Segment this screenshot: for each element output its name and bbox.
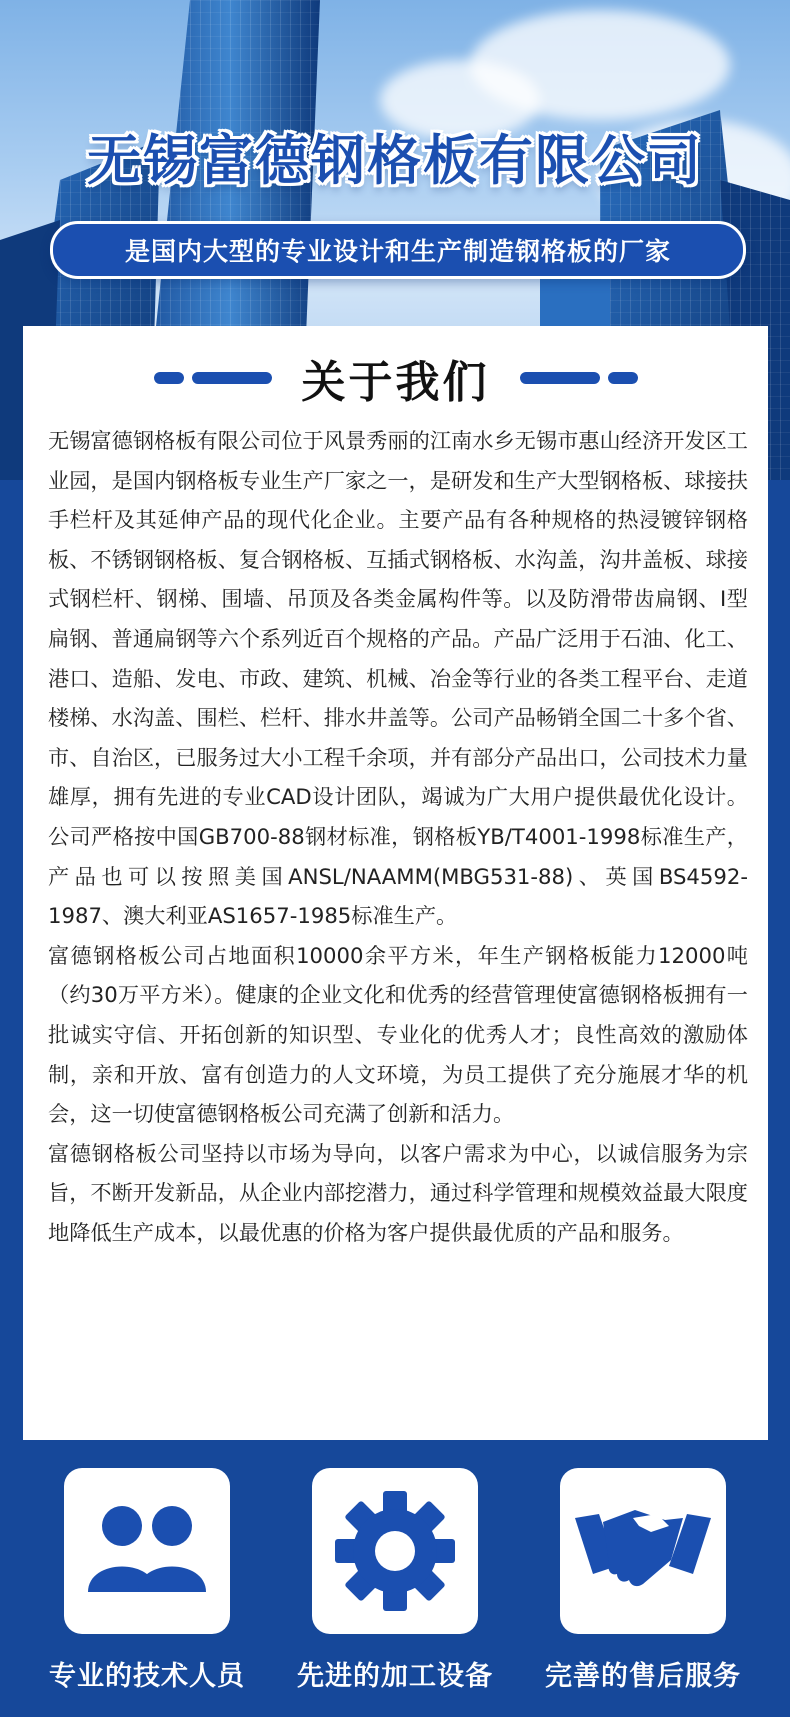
section-header <box>23 348 768 408</box>
feature-label: 完善的售后服务 <box>545 1661 741 1692</box>
left-decoration <box>154 372 272 384</box>
section-title: 关于我们 <box>301 357 490 408</box>
about-paragraph: 富德钢格板公司坚持以市场为导向，以客户需求为中心，以诚信服务为宗旨，不断开发新品，从企业内部挖潜力，通过科学管理和规模效益最大限度地降低生产成本，以最优惠的价格为客户提供最优质的产品和服务。 <box>48 1140 748 1245</box>
feature-equipment <box>270 1468 520 1693</box>
feature-tile <box>560 1468 726 1634</box>
about-body <box>48 421 748 1252</box>
tagline-text: 是国内大型的专业设计和生产制造钢格板的厂家 <box>124 237 671 266</box>
users-icon <box>82 1496 212 1606</box>
about-card <box>23 326 768 1440</box>
handshake-icon <box>573 1496 713 1606</box>
feature-label: 先进的加工设备 <box>297 1661 493 1692</box>
gear-icon <box>330 1486 460 1616</box>
feature-tile <box>312 1468 478 1634</box>
tagline-banner <box>50 221 746 279</box>
features-row <box>0 1468 790 1708</box>
feature-tile <box>64 1468 230 1634</box>
about-paragraph: 无锡富德钢格板有限公司位于风景秀丽的江南水乡无锡市惠山经济开发区工业园，是国内钢格板专业生产厂家之一，是研发和生产大型钢格板、球接扶手栏杆及其延伸产品的现代化企业。主要产品有各种规格的热浸镀锌钢格板、不锈钢钢格板、复合钢格板、互插式钢格板、水沟盖，沟井盖板、球接式钢栏杆、钢梯、围墙、吊顶及各类金属构件等。以及防滑带齿扁钢、I型扁钢、普通扁钢等六个系列近百个规格的产品。产品广泛用于石油、化工、港口、造船、发电、市政、建筑、机械、冶金等行业的各类工程平台、走道楼梯、水沟盖、围栏、栏杆、排水井盖等。公司产品畅销全国二十多个省、市、自治区，已服务过大小工程千余项，并有部分产品出口，公司技术力量雄厚，拥有先进的专业CAD设计团队，竭诚为广大用户提供最优化设计。公司严格按中国GB700-88钢材标准，钢格板YB/T4001-1998标准生产，产品也可以按照美国ANSL/NAAMM(MBG531-88)、英国BS4592-1987、澳大利亚AS1657-1985标准生产。 <box>48 428 748 929</box>
about-paragraph: 富德钢格板公司占地面积10000余平方米，年生产钢格板能力12000吨（约30万平方米）。健康的企业文化和优秀的经营管理使富德钢格板拥有一批诚实守信、开拓创新的知识型、专业化的优秀人才；良性高效的激励体制，亲和开放、富有创造力的人文环境，为员工提供了充分施展才华的机会，这一切使富德钢格板公司充满了创新和活力。 <box>48 942 748 1127</box>
feature-technicians <box>22 1468 272 1693</box>
company-name: 无锡富德钢格板有限公司 <box>87 129 703 192</box>
feature-service <box>518 1468 768 1693</box>
feature-label: 专业的技术人员 <box>49 1661 245 1692</box>
right-decoration <box>520 372 638 384</box>
